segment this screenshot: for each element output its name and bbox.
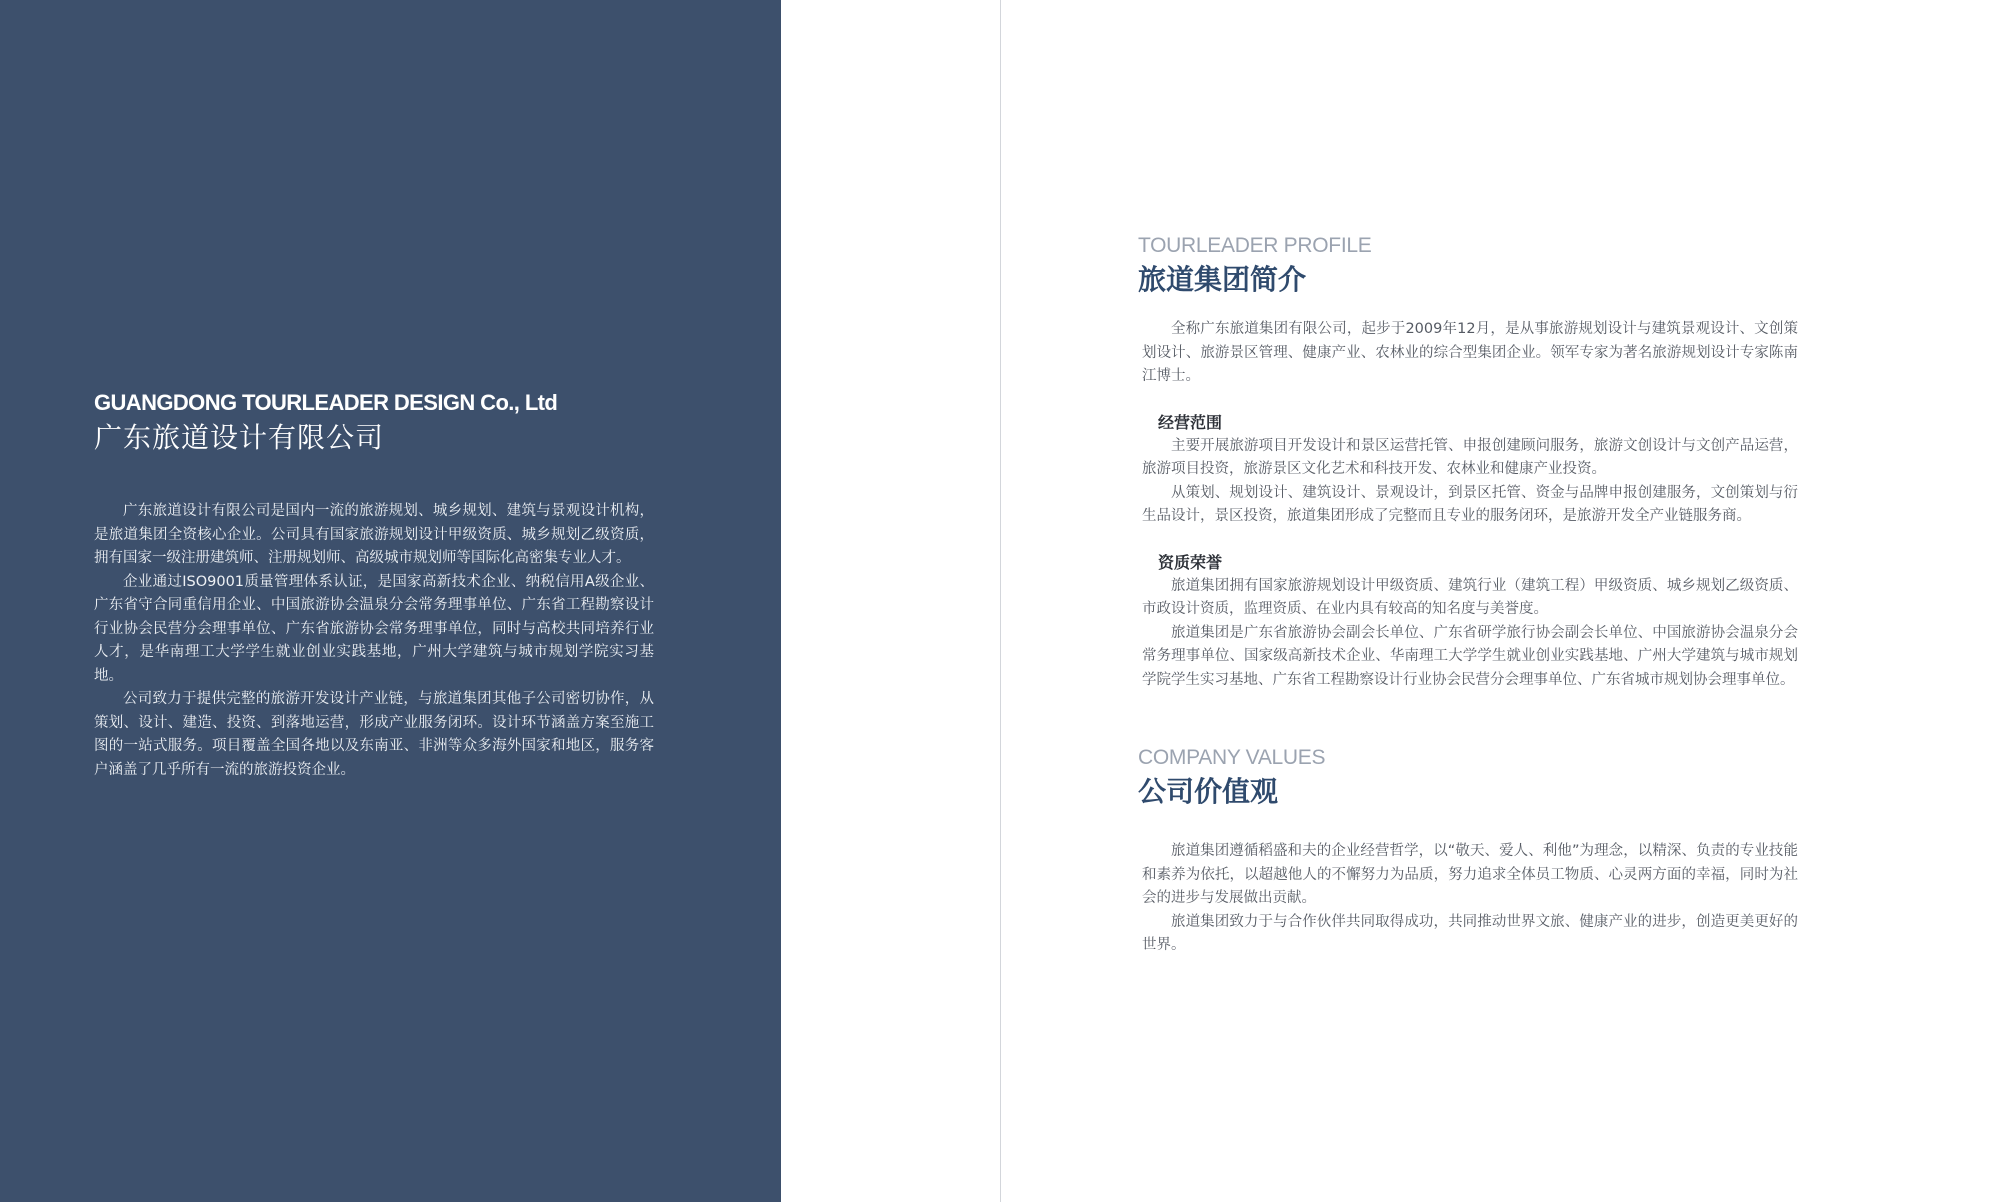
scope-paragraph: 主要开展旅游项目开发设计和景区运营托管、申报创建顾问服务，旅游文创设计与文创产品运营，旅游项目投资，旅游景区文化艺术和科技开发、农林业和健康产业投资。 <box>1142 437 1798 477</box>
right-page <box>1138 232 1798 958</box>
values-body <box>1138 840 1798 958</box>
honor-heading: 资质荣誉 <box>1158 552 1223 572</box>
scope-paragraph: 从策划、规划设计、建筑设计、景观设计，到景区托管、资金与品牌申报创建服务，文创策划与衍生品设计，景区投资，旅道集团形成了完整而且专业的服务闭环，是旅游开发全产业链服务商。 <box>1142 484 1798 524</box>
company-name-cn: 广东旅道设计有限公司 <box>94 421 385 454</box>
company-paragraph: 企业通过ISO9001质量管理体系认证，是国家高新技术企业、纳税信用A级企业、广东省守合同重信用企业、中国旅游协会温泉分会常务理事单位、广东省工程勘察设计行业协会民营分会理事单位、广东省旅游协会常务理事单位，同时与高校共同培养行业人才，是华南理工大学学生就业创业实践基地，广州大学建筑与城市规划学院实习基地。 <box>94 573 654 684</box>
values-title-cn: 公司价值观 <box>1138 775 1279 808</box>
profile-title-en: TOURLEADER PROFILE <box>1138 234 1372 257</box>
company-name-en: GUANGDONG TOURLEADER DESIGN Co., Ltd <box>94 390 558 415</box>
scope-heading: 经营范围 <box>1158 412 1223 432</box>
values-section <box>1138 744 1798 958</box>
profile-section <box>1138 232 1798 692</box>
values-paragraph: 旅道集团致力于与合作伙伴共同取得成功，共同推动世界文旅、健康产业的进步，创造更美更好的世界。 <box>1142 913 1798 953</box>
profile-body <box>1138 318 1798 692</box>
company-paragraph: 公司致力于提供完整的旅游开发设计产业链，与旅道集团其他子公司密切协作，从策划、设计、建造、投资、到落地运营，形成产业服务闭环。设计环节涵盖方案至施工图的一站式服务。项目覆盖全国各地以及东南亚、非洲等众多海外国家和地区，服务客户涵盖了几乎所有一流的旅游投资企业。 <box>94 691 654 778</box>
left-panel <box>0 0 781 1202</box>
values-paragraph: 旅道集团遵循稻盛和夫的企业经营哲学，以“敬天、爱人、利他”为理念，以精深、负责的专业技能和素养为依托，以超越他人的不懈努力为品质，努力追求全体员工物质、心灵两方面的幸福，同时为社会的进步与发展做出贡献。 <box>1142 843 1798 906</box>
profile-title-cn: 旅道集团简介 <box>1138 263 1307 296</box>
company-intro <box>94 390 654 782</box>
profile-intro: 全称广东旅道集团有限公司，起步于2009年12月，是从事旅游规划设计与建筑景观设计、文创策划设计、旅游景区管理、健康产业、农林业的综合型集团企业。领军专家为著名旅游规划设计专家陈南江博士。 <box>1142 321 1798 384</box>
section-spacer <box>1138 692 1798 744</box>
company-description <box>94 500 654 782</box>
page-fold-divider <box>1000 0 1001 1202</box>
honor-paragraph: 旅道集团拥有国家旅游规划设计甲级资质、建筑行业（建筑工程）甲级资质、城乡规划乙级资质、市政设计资质，监理资质、在业内具有较高的知名度与美誉度。 <box>1142 577 1798 617</box>
honor-paragraph: 旅道集团是广东省旅游协会副会长单位、广东省研学旅行协会副会长单位、中国旅游协会温泉分会常务理事单位、国家级高新技术企业、华南理工大学学生就业创业实践基地、广州大学建筑与城市规划学院学生实习基地、广东省工程勘察设计行业协会民营分会理事单位、广东省城市规划协会理事单位。 <box>1142 624 1798 688</box>
company-paragraph: 广东旅道设计有限公司是国内一流的旅游规划、城乡规划、建筑与景观设计机构，是旅道集团全资核心企业。公司具有国家旅游规划设计甲级资质、城乡规划乙级资质，拥有国家一级注册建筑师、注册规划师、高级城市规划师等国际化高密集专业人才。 <box>94 503 654 566</box>
values-title-en: COMPANY VALUES <box>1138 746 1326 769</box>
